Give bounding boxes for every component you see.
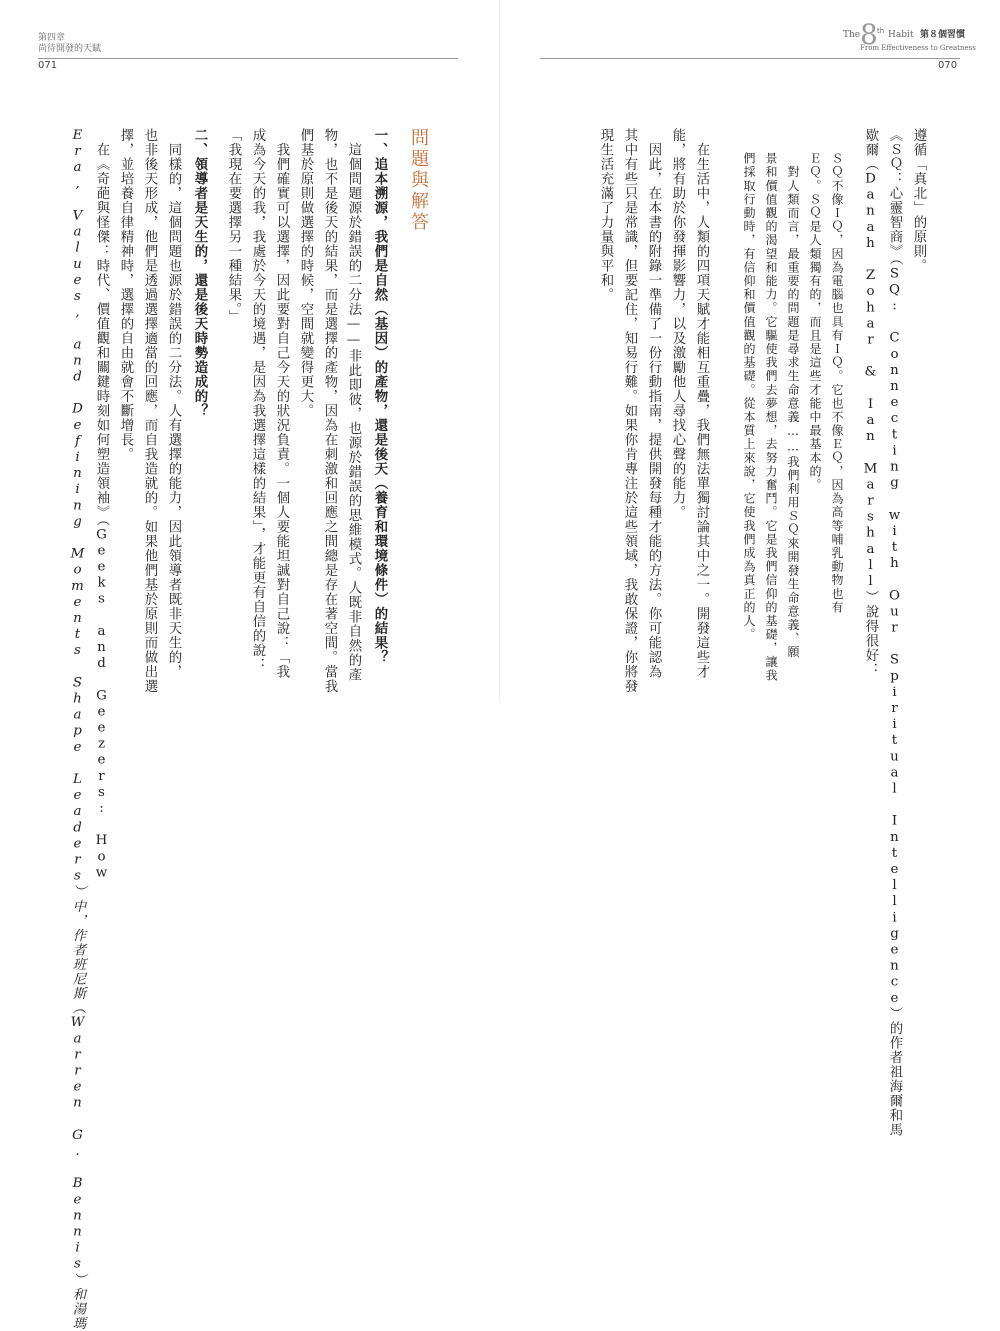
brand-sup: th (877, 27, 885, 35)
left-page-number: 071 (38, 60, 58, 71)
quote-column: ＥＱ。ＳＱ是人類獨有的，而且是這些才能中最基本的。 (808, 152, 822, 492)
text-column: 物，也不是後天的結果，而是選擇的產物，因為在刺激和回應之間總是存在著空間。當我 (322, 128, 337, 694)
text-column: 在生活中，人類的四項天賦才能相互重疊，我們無法單獨討論其中之一。開發這些才 (694, 128, 709, 679)
question-heading: 一、追本溯源，我們是自然（基因）的產物，還是後天（養育和環境條件）的結果？ (372, 128, 387, 665)
brand-the: The (843, 30, 861, 40)
text-column: 們基於原則做選擇的時候，空間就變得更大。 (298, 128, 313, 418)
text-column: 《ＳＱ：心靈智商》（SQ: Connecting with Our Spiritual Intelligence）的作者祖海爾和馬 (887, 128, 902, 1138)
quote-column: 對人類而言，最重要的問題是尋求生命意義……我們利用ＳＱ來開發生命意義、願 (786, 152, 800, 660)
text-column: 因此，在本書的附錄一準備了一份行動指南，提供開發每種才能的方法。你可能認為 (646, 128, 661, 679)
section-title: 問題與解答 (408, 128, 429, 233)
chapter-label: 第四章 (38, 33, 66, 43)
brand-subtitle: From Effectiveness to Greatness (860, 44, 976, 52)
text-column: 在《奇葩與怪傑：時代、價值觀和關鍵時刻如何塑造領袖》（Geeks and Geezers: How (94, 128, 109, 882)
text-column: 擇，並培養自律精神時，選擇的自由就會不斷增長。 (118, 128, 133, 462)
quote-column: 們採取行動時，有信仰和價值觀的基礎。從本質上來說，它使我們成為真正的人。 (742, 152, 756, 642)
page-gutter (499, 0, 500, 701)
text-column: 能，將有助於你發揮影響力，以及激勵他人尋找心聲的能力。 (670, 128, 685, 520)
quote-column: 景和價值觀的渴望和能力。它驅使我們去夢想，去努力奮鬥。它是我們信仰的基礎，讓我 (764, 152, 778, 683)
text-column: 遵循「真北」的原則。 (911, 128, 926, 273)
text-column: 歇爾（Danah Zohar & Ian Marshall）說得很好： (863, 128, 878, 678)
text-column: 我們確實可以選擇，因此要對自己今天的狀況負責。一個人要能坦誠對自己說：「我 (274, 128, 289, 679)
question-heading: 二、領導者是天生的，還是後天時勢造成的？ (192, 128, 207, 418)
chapter-title: 尚待開發的天賦 (38, 44, 102, 54)
book-title: 第８個習慣 (920, 30, 966, 40)
text-column: 也非後天形成，他們是透過選擇適當的回應，而自我造就的。如果他們基於原則而做出選 (142, 128, 157, 694)
text-column: 其中有些只是常識，但要記住，知易行難。如果你肯專注於這些領域，我敢保證，你將發 (622, 128, 637, 694)
right-header-rule (540, 58, 960, 59)
text-column: 這個問題源於錯誤的二分法——非此即彼，也源於錯誤的思維模式。人既非自然的產 (346, 128, 361, 683)
text-column: 現生活充滿了力量與平和。 (598, 128, 613, 302)
text-column: 「我現在要選擇另一種結果。」 (226, 128, 241, 325)
text-column: 成為今天的我，我處於今天的境遇，是因為我選擇這樣的結果」，才能更有自信的說： (250, 128, 265, 673)
quote-column: ＳＱ不像ＩＱ，因為電腦也具有ＩＱ。它也不像ＥＱ，因為高等哺乳動物也有 (830, 152, 844, 615)
text-column: 同樣的，這個問題也源於錯誤的二分法。人有選擇的能力，因此領導者既非天生的， (166, 128, 181, 679)
brand-habit: Habit (888, 30, 914, 40)
brand-number: 8 (860, 18, 878, 51)
right-page-number: 070 (938, 60, 958, 71)
text-column: Era, Values, and Defining Moments Shape Leaders）中，作者班尼斯（Warren G. Bennis）和湯瑪 (70, 128, 85, 1331)
left-header-rule (38, 58, 458, 59)
